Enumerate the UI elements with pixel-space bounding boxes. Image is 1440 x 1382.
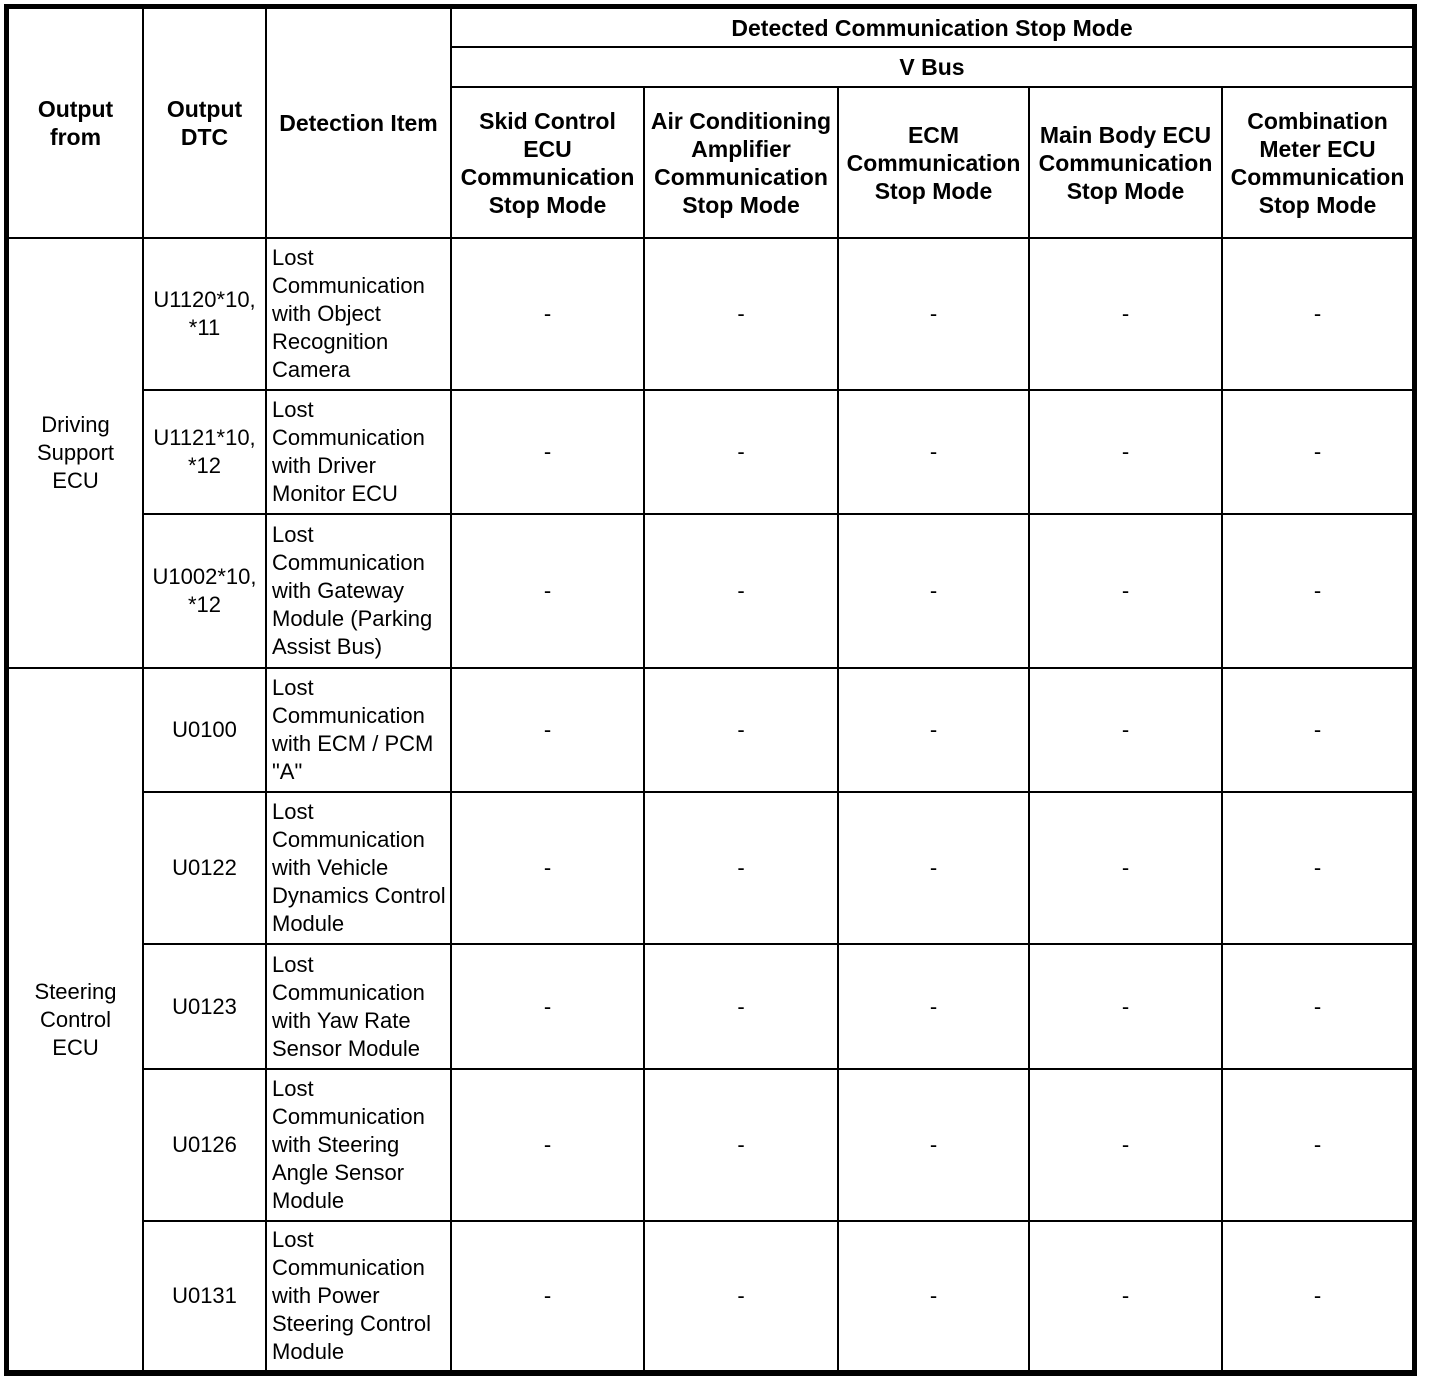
dtc-cell: U0100 bbox=[143, 668, 266, 792]
mode-value-cell: - bbox=[644, 792, 838, 944]
mode-value-cell: - bbox=[644, 238, 838, 390]
header-v-bus: V Bus bbox=[451, 47, 1413, 87]
header-mode: Main Body ECU Communication Stop Mode bbox=[1029, 87, 1222, 238]
mode-value-cell: - bbox=[838, 792, 1029, 944]
mode-value-cell: - bbox=[1222, 1221, 1413, 1371]
mode-value-cell: - bbox=[838, 514, 1029, 668]
mode-value-cell: - bbox=[451, 390, 644, 514]
mode-value-cell: - bbox=[1222, 238, 1413, 390]
mode-value-cell: - bbox=[451, 792, 644, 944]
detection-item-cell: Lost Communication with ECM / PCM "A" bbox=[266, 668, 451, 792]
mode-value-cell: - bbox=[644, 1069, 838, 1221]
table-row bbox=[8, 390, 1413, 514]
mode-value-cell: - bbox=[838, 390, 1029, 514]
detection-item-cell: Lost Communication with Yaw Rate Sensor Module bbox=[266, 944, 451, 1069]
dtc-cell: U0131 bbox=[143, 1221, 266, 1371]
dtc-communication-table bbox=[7, 7, 1414, 1372]
dtc-cell: U0122 bbox=[143, 792, 266, 944]
mode-value-cell: - bbox=[1029, 1221, 1222, 1371]
dtc-cell: U0123 bbox=[143, 944, 266, 1069]
header-mode: Combination Meter ECU Communication Stop Mode bbox=[1222, 87, 1413, 238]
table-row bbox=[8, 792, 1413, 944]
dtc-cell: U1120*10, *11 bbox=[143, 238, 266, 390]
detection-item-cell: Lost Communication with Steering Angle Sensor Module bbox=[266, 1069, 451, 1221]
mode-value-cell: - bbox=[1029, 668, 1222, 792]
mode-value-cell: - bbox=[1222, 390, 1413, 514]
detection-item-cell: Lost Communication with Driver Monitor ECU bbox=[266, 390, 451, 514]
mode-value-cell: - bbox=[1222, 514, 1413, 668]
mode-value-cell: - bbox=[838, 1221, 1029, 1371]
mode-value-cell: - bbox=[451, 238, 644, 390]
header-output-from: Output from bbox=[8, 8, 143, 238]
mode-value-cell: - bbox=[644, 1221, 838, 1371]
mode-value-cell: - bbox=[1029, 1069, 1222, 1221]
detection-item-cell: Lost Communication with Vehicle Dynamics Control Module bbox=[266, 792, 451, 944]
mode-value-cell: - bbox=[1222, 668, 1413, 792]
table-row bbox=[8, 944, 1413, 1069]
table-row bbox=[8, 514, 1413, 668]
output-from-cell: Steering Control ECU bbox=[8, 668, 143, 1371]
dtc-cell: U0126 bbox=[143, 1069, 266, 1221]
output-from-cell: Driving Support ECU bbox=[8, 238, 143, 668]
mode-value-cell: - bbox=[1029, 514, 1222, 668]
mode-value-cell: - bbox=[451, 668, 644, 792]
table-row bbox=[8, 1221, 1413, 1371]
mode-value-cell: - bbox=[1222, 944, 1413, 1069]
mode-value-cell: - bbox=[451, 1069, 644, 1221]
header-mode: ECM Communication Stop Mode bbox=[838, 87, 1029, 238]
mode-value-cell: - bbox=[644, 514, 838, 668]
header-mode: Air Conditioning Amplifier Communication Stop Mode bbox=[644, 87, 838, 238]
table-row bbox=[8, 1069, 1413, 1221]
mode-value-cell: - bbox=[644, 390, 838, 514]
mode-value-cell: - bbox=[451, 944, 644, 1069]
header-detected-communication-stop-mode: Detected Communication Stop Mode bbox=[451, 8, 1413, 47]
mode-value-cell: - bbox=[1029, 944, 1222, 1069]
mode-value-cell: - bbox=[838, 668, 1029, 792]
mode-value-cell: - bbox=[1029, 390, 1222, 514]
mode-value-cell: - bbox=[644, 944, 838, 1069]
header-mode: Skid Control ECU Communication Stop Mode bbox=[451, 87, 644, 238]
mode-value-cell: - bbox=[1222, 792, 1413, 944]
header-output-dtc: Output DTC bbox=[143, 8, 266, 238]
mode-value-cell: - bbox=[838, 238, 1029, 390]
detection-item-cell: Lost Communication with Gateway Module (Parking Assist Bus) bbox=[266, 514, 451, 668]
mode-value-cell: - bbox=[1222, 1069, 1413, 1221]
table-row bbox=[8, 238, 1413, 390]
mode-value-cell: - bbox=[644, 668, 838, 792]
mode-value-cell: - bbox=[451, 1221, 644, 1371]
header-row-1 bbox=[8, 8, 1413, 47]
detection-item-cell: Lost Communication with Object Recognition Camera bbox=[266, 238, 451, 390]
mode-value-cell: - bbox=[451, 514, 644, 668]
mode-value-cell: - bbox=[838, 1069, 1029, 1221]
mode-value-cell: - bbox=[1029, 238, 1222, 390]
dtc-cell: U1121*10, *12 bbox=[143, 390, 266, 514]
mode-value-cell: - bbox=[838, 944, 1029, 1069]
dtc-cell: U1002*10, *12 bbox=[143, 514, 266, 668]
mode-value-cell: - bbox=[1029, 792, 1222, 944]
table-row bbox=[8, 668, 1413, 792]
detection-item-cell: Lost Communication with Power Steering Control Module bbox=[266, 1221, 451, 1371]
header-detection-item: Detection Item bbox=[266, 8, 451, 238]
